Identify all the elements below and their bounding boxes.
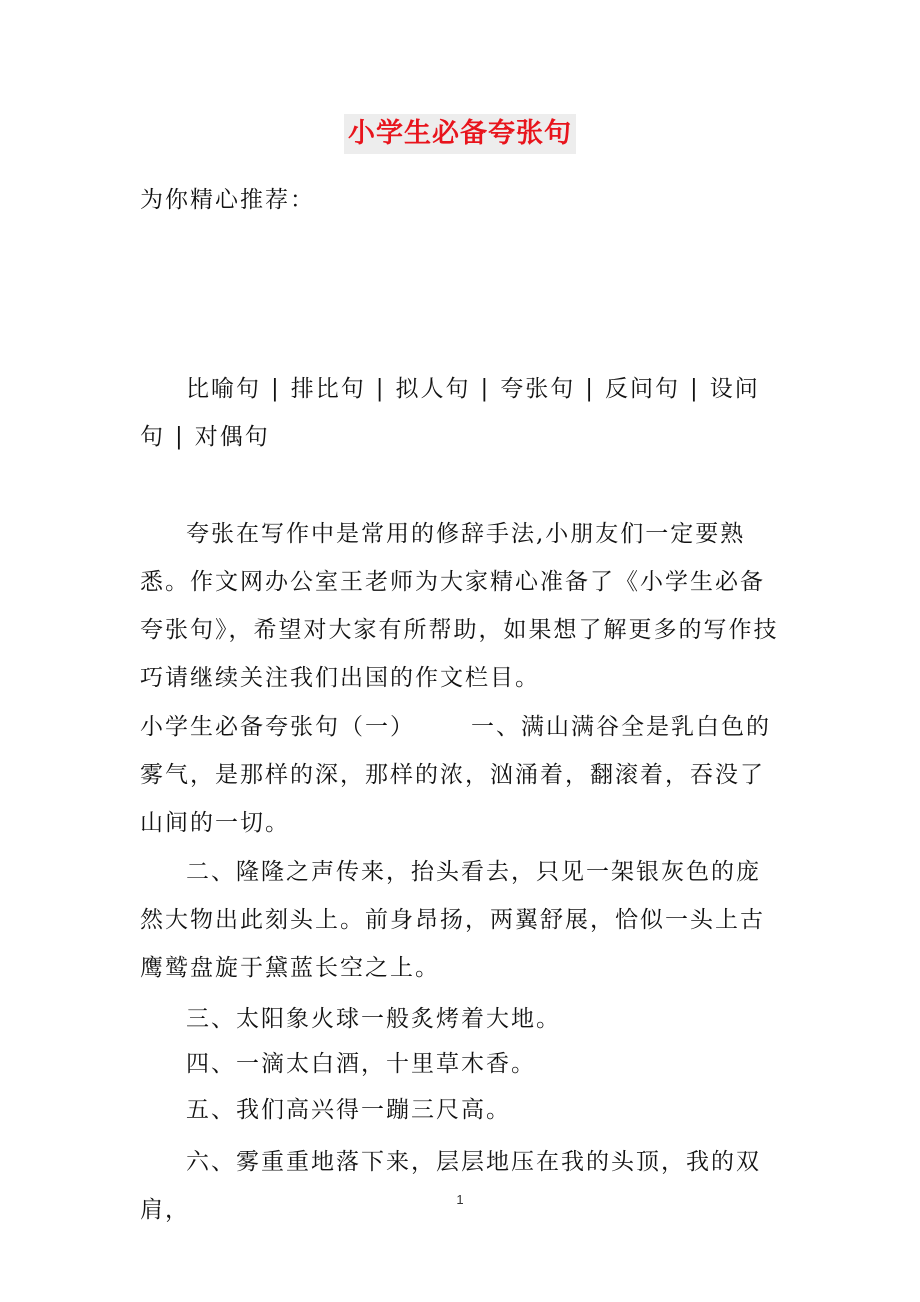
- nav-separator: |: [375, 376, 386, 402]
- title-wrapper: [0, 114, 920, 154]
- section-heading: 小学生必备夸张句（一）: [140, 714, 415, 740]
- example-item-4: 四、一滴太白酒，十里草木香。: [186, 1051, 536, 1077]
- nav-separator: |: [480, 376, 491, 402]
- nav-link-parallelism[interactable]: 排比句: [290, 376, 366, 402]
- intro-text: 为你精心推荐：: [140, 187, 315, 213]
- sentence-type-nav: [140, 365, 780, 461]
- nav-link-antithesis[interactable]: 对偶句: [194, 424, 270, 450]
- nav-separator: |: [690, 376, 700, 402]
- nav-separator: |: [585, 376, 595, 402]
- first-section-paragraph: [140, 703, 780, 847]
- nav-link-metaphor[interactable]: 比喻句: [186, 376, 261, 402]
- example-item-6: 六、雾重重地落下来，层层地压在我的头顶，我的双肩，: [140, 1149, 761, 1223]
- description-paragraph: 夸张在写作中是常用的修辞手法,小朋友们一定要熟悉。作文网办公室王老师为大家精心准备了《小学生必备夸张句》，希望对大家有所帮助，如果想了解更多的写作技巧请继续关注我们出国的作文栏目。: [140, 521, 779, 691]
- example-item-2: 二、隆隆之声传来，抬头看去，只见一架银灰色的庞然大物出此刻头上。前身昂扬，两翼舒展，恰似一头上古鹰鹫盘旋于黛蓝长空之上。: [140, 859, 765, 981]
- nav-link-hyperbole[interactable]: 夸张句: [500, 376, 576, 402]
- example-item-3: 三、太阳象火球一般炙烤着大地。: [186, 1006, 561, 1032]
- example-item-5: 五、我们高兴得一蹦三尺高。: [186, 1097, 511, 1123]
- nav-link-rhetorical-question[interactable]: 反问句: [605, 376, 680, 402]
- nav-separator: |: [175, 424, 185, 450]
- document-title: 小学生必备夸张句: [344, 114, 576, 154]
- nav-link-personification[interactable]: 拟人句: [395, 376, 471, 402]
- nav-separator: |: [271, 376, 281, 402]
- example-item-1: 一、满山满谷全是乳白色的雾气，是那样的深，那样的浓，汹涌着，翻滚着，吞没了山间的一切。: [140, 714, 771, 836]
- page-number: 1: [456, 1192, 464, 1207]
- nav-link-self-question[interactable]: 设问句: [140, 376, 760, 450]
